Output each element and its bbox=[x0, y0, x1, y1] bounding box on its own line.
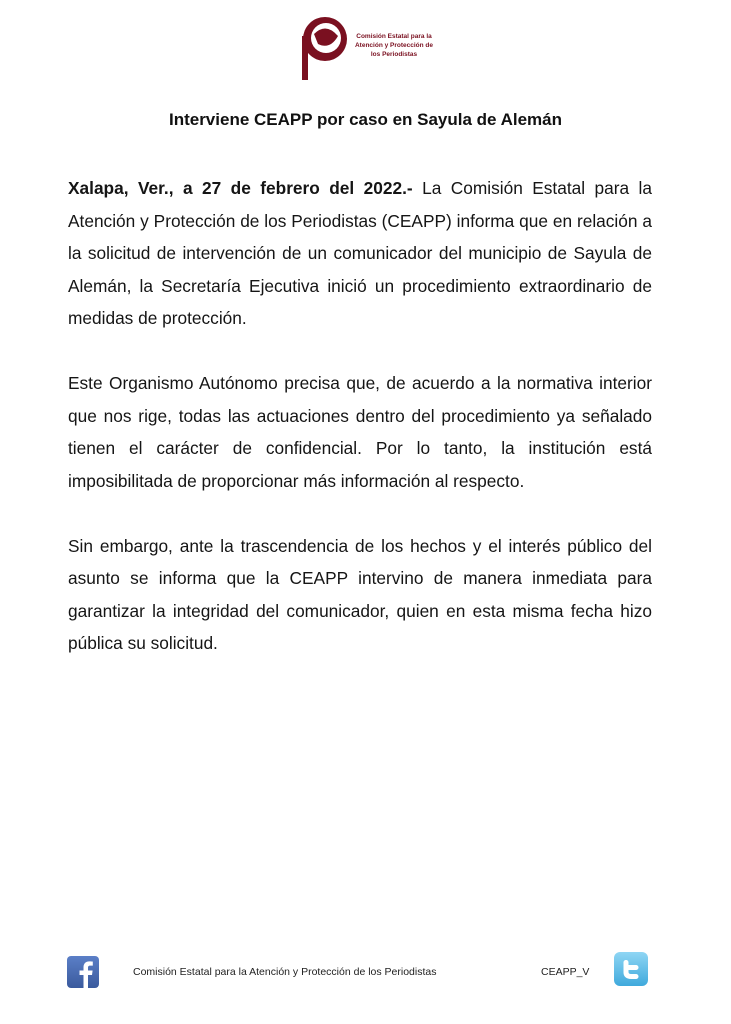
logo-line: los Periodistas bbox=[370, 51, 418, 58]
ceapp-logo-mark bbox=[300, 14, 350, 80]
footer bbox=[0, 950, 731, 994]
footer-organization: Comisión Estatal para la Atención y Protección de los Periodistas bbox=[133, 966, 437, 978]
paragraph-text: La Comisión Estatal para la Atención y Protección de los Periodistas (CEAPP) informa que en relación a la solicitud de intervención de un comunicador del municipio de Sayula de Alemán, la Secretaría Ejecutiva inició un procedimiento extraordinario de medidas de protección. bbox=[68, 178, 652, 328]
logo-line: Atención y Protección de bbox=[354, 42, 434, 49]
paragraph-1 bbox=[68, 172, 652, 335]
document-title: Interviene CEAPP por caso en Sayula de Alemán bbox=[168, 110, 563, 129]
logo-line: Comisión Estatal para la bbox=[356, 33, 432, 40]
ceapp-logo-text bbox=[346, 32, 442, 59]
dateline: Xalapa, Ver., a 27 de febrero del 2022.- bbox=[68, 178, 413, 198]
footer-twitter-handle[interactable]: CEAPP_V bbox=[541, 966, 590, 978]
ceapp-logo bbox=[300, 14, 440, 80]
document-body bbox=[68, 172, 652, 692]
facebook-icon[interactable] bbox=[67, 956, 99, 988]
paragraph-3: Sin embargo, ante la trascendencia de los hechos y el interés público del asunto se informa que la CEAPP intervino de manera inmediata para garantizar la integridad del comunicador, quien en esta misma fecha hizo pública su solicitud. bbox=[68, 535, 652, 653]
paragraph-2: Este Organismo Autónomo precisa que, de acuerdo a la normativa interior que nos rige, todas las actuaciones dentro del procedimiento ya señalado tienen el carácter de confidencial. Por lo tanto, la institución está imposibilitada de proporcionar más información al respecto. bbox=[68, 373, 652, 491]
twitter-icon[interactable] bbox=[614, 952, 648, 986]
